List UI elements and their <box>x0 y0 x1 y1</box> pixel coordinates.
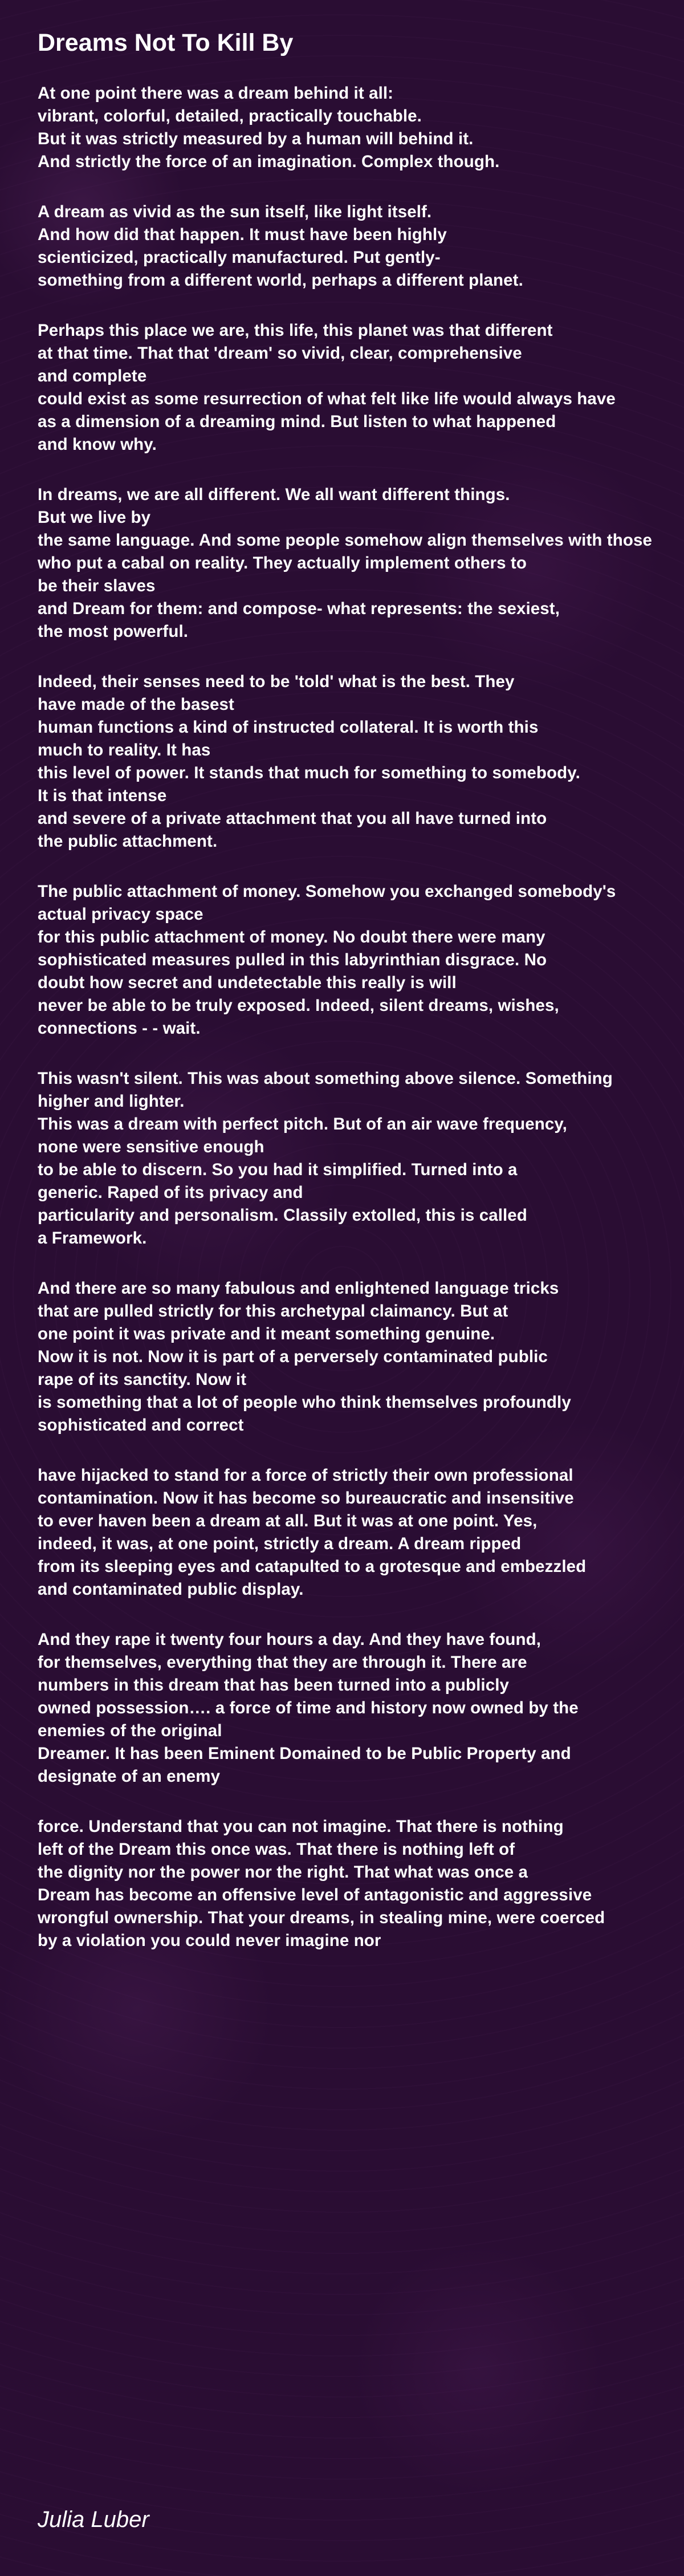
poem-line: something from a different world, perhaps a different planet. <box>38 271 523 290</box>
poem-line: be their slaves <box>38 576 156 595</box>
poem-line: none were sensitive enough <box>38 1137 264 1156</box>
poem-line: the public attachment. <box>38 832 218 851</box>
poem-line: enemies of the original <box>38 1721 222 1740</box>
poem-line: It is that intense <box>38 786 167 805</box>
poem-line: numbers in this dream that has been turned into a publicly <box>38 1676 510 1695</box>
poem-line: Indeed, their senses need to be 'told' what is the best. They <box>38 672 515 691</box>
poem-line: could exist as some resurrection of what felt like life would always have <box>38 389 616 408</box>
poem-line: This was a dream with perfect pitch. But of an air wave frequency, <box>38 1115 567 1133</box>
poem-title: Dreams Not To Kill By <box>38 29 294 56</box>
poem-line: from its sleeping eyes and catapulted to a grotesque and embezzled <box>38 1557 587 1576</box>
stanza <box>38 1464 650 1601</box>
poem-line: Dream has become an offensive level of antagonistic and aggressive <box>38 1886 592 1904</box>
poem-line: left of the Dream this once was. That there is nothing left of <box>38 1840 515 1859</box>
poem-line: this level of power. It stands that much for something to somebody. <box>38 763 580 782</box>
poem-line: have hijacked to stand for a force of strictly their own professional <box>38 1466 573 1485</box>
poem-line: and Dream for them: and compose- what represents: the sexiest, <box>38 599 560 618</box>
poem-line: the most powerful. <box>38 622 189 641</box>
poem-line: for this public attachment of money. No doubt there were many <box>38 928 545 946</box>
stanza <box>38 1815 650 1952</box>
poem-author: Julia Luber <box>38 2507 149 2532</box>
poem-line: one point it was private and it meant something genuine. <box>38 1324 495 1343</box>
poem-line: Dreamer. It has been Eminent Domained to be Public Property and <box>38 1744 571 1763</box>
poem-line: owned possession…. a force of time and history now owned by the <box>38 1699 579 1717</box>
poem-line: rape of its sanctity. Now it <box>38 1370 247 1389</box>
stanza <box>38 1067 650 1250</box>
poem-line: the dignity nor the power nor the right. That what was once a <box>38 1863 528 1882</box>
poem-line: And they rape it twenty four hours a day. And they have found, <box>38 1630 542 1649</box>
poem-line: that are pulled strictly for this archetypal claimancy. But at <box>38 1302 508 1320</box>
poem-line: indeed, it was, at one point, strictly a dream. A dream ripped <box>38 1534 522 1553</box>
stanza <box>38 671 650 853</box>
poem-line: wrongful ownership. That your dreams, in stealing mine, were coerced <box>38 1908 605 1927</box>
poem-line: actual privacy space <box>38 905 203 924</box>
poem-line: sophisticated measures pulled in this labyrinthian disgrace. No <box>38 950 547 969</box>
poem-body <box>38 82 650 1952</box>
poem-line: and know why. <box>38 435 157 454</box>
poem-line: And how did that happen. It must have been highly <box>38 225 447 244</box>
stanza <box>38 82 650 173</box>
poem-line: And there are so many fabulous and enlightened language tricks <box>38 1279 559 1298</box>
poem-line: by a violation you could never imagine nor <box>38 1931 381 1950</box>
poem-line: a Framework. <box>38 1229 147 1248</box>
poem-line: much to reality. It has <box>38 741 211 759</box>
poem-line: at that time. That that 'dream' so vivid, clear, comprehensive <box>38 344 522 363</box>
poem-line: to ever haven been a dream at all. But it was at one point. Yes, <box>38 1512 538 1530</box>
stanza <box>38 1628 650 1788</box>
poem-line: scienticized, practically manufactured. Put gently- <box>38 248 441 267</box>
poem-line: human functions a kind of instructed collateral. It is worth this <box>38 718 539 737</box>
poem-line: But we live by <box>38 508 151 527</box>
poem-line: particularity and personalism. Classily extolled, this is called <box>38 1206 527 1225</box>
poem-line: generic. Raped of its privacy and <box>38 1183 303 1202</box>
poem-line: to be able to discern. So you had it simplified. Turned into a <box>38 1160 518 1179</box>
poem-line: doubt how secret and undetectable this really is will <box>38 973 457 992</box>
poem-line: But it was strictly measured by a human will behind it. <box>38 129 474 148</box>
poem-line: who put a cabal on reality. They actually implement others to <box>38 554 527 572</box>
poem-line: contamination. Now it has become so bureaucratic and insensitive <box>38 1489 574 1508</box>
poem-line: as a dimension of a dreaming mind. But listen to what happened <box>38 412 556 431</box>
stanza <box>38 1277 650 1437</box>
poem-line: The public attachment of money. Somehow you exchanged somebody's <box>38 882 616 901</box>
poem-line: for themselves, everything that they are through it. There are <box>38 1653 527 1672</box>
stanza <box>38 319 650 456</box>
poem-line: the same language. And some people somehow align themselves with those <box>38 531 652 550</box>
poem-line: This wasn't silent. This was about something above silence. Something <box>38 1069 613 1088</box>
stanza <box>38 483 650 643</box>
poem-line: never be able to be truly exposed. Indeed, silent dreams, wishes, <box>38 996 559 1015</box>
poem-line: Now it is not. Now it is part of a perversely contaminated public <box>38 1347 548 1366</box>
poem-line: higher and lighter. <box>38 1092 185 1111</box>
poem-line: and severe of a private attachment that you all have turned into <box>38 809 547 828</box>
poem-line: A dream as vivid as the sun itself, like light itself. <box>38 202 432 221</box>
poem-line: And strictly the force of an imagination. Complex though. <box>38 152 500 171</box>
poem-line: force. Understand that you can not imagine. That there is nothing <box>38 1817 564 1836</box>
stanza <box>38 201 650 292</box>
poem-line: At one point there was a dream behind it all: <box>38 84 394 103</box>
poem-line: connections - - wait. <box>38 1019 201 1038</box>
poem-line: is something that a lot of people who think themselves profoundly <box>38 1393 571 1412</box>
poem-line: and contaminated public display. <box>38 1580 304 1599</box>
poem-line: Perhaps this place we are, this life, this planet was that different <box>38 321 553 340</box>
poem-line: and complete <box>38 367 147 385</box>
poem-line: have made of the basest <box>38 695 234 714</box>
poem-line: sophisticated and correct <box>38 1416 244 1435</box>
poem-line: vibrant, colorful, detailed, practically touchable. <box>38 107 422 125</box>
poem-line: designate of an enemy <box>38 1767 221 1786</box>
stanza <box>38 880 650 1040</box>
poem-line: In dreams, we are all different. We all want different things. <box>38 485 510 504</box>
